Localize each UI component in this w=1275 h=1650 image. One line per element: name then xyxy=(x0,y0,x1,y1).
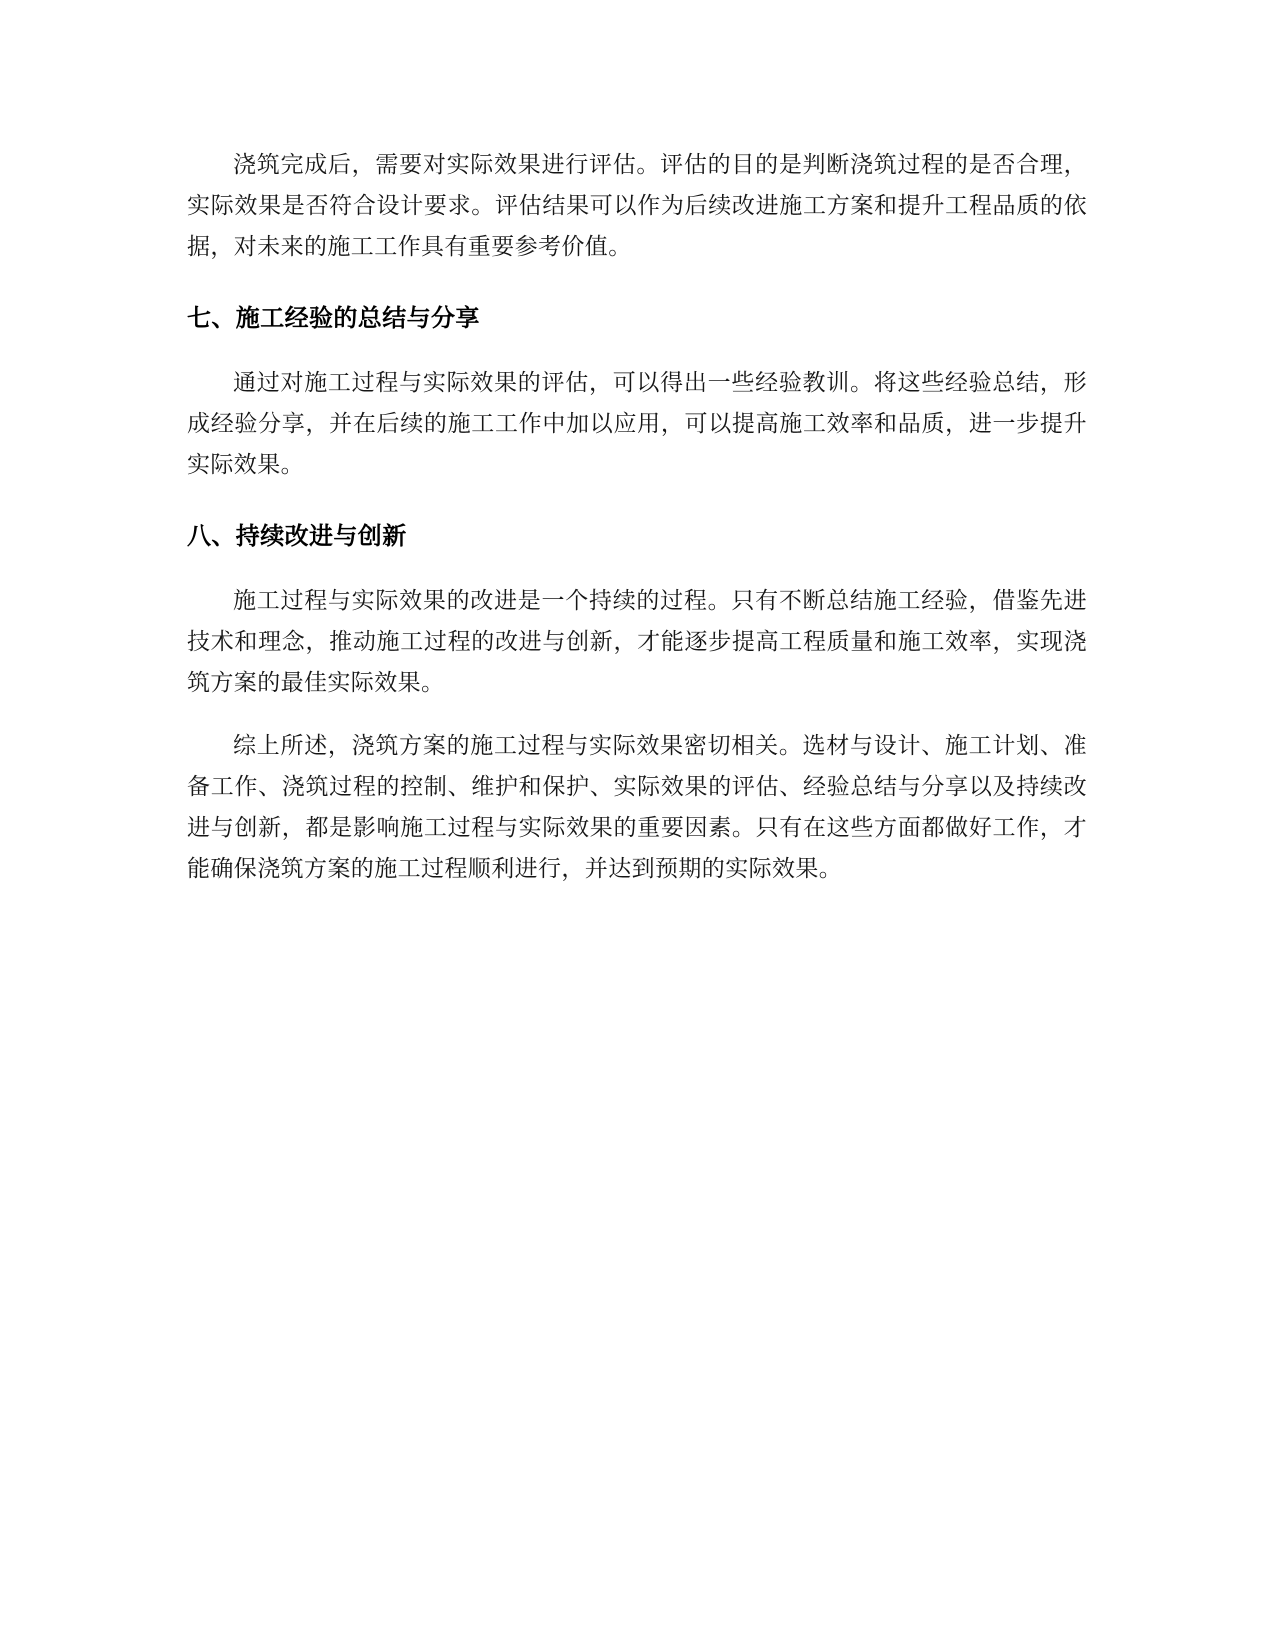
paragraph-continuous-improvement: 施工过程与实际效果的改进是一个持续的过程。只有不断总结施工经验，借鉴先进技术和理念，推动施工过程的改进与创新，才能逐步提高工程质量和施工效率，实现浇筑方案的最佳实际效果。 xyxy=(187,588,1087,696)
section-heading-8: 八、持续改进与创新 xyxy=(187,522,407,550)
section-heading-7: 七、施工经验的总结与分享 xyxy=(187,304,480,332)
paragraph-conclusion: 综上所述，浇筑方案的施工过程与实际效果密切相关。选材与设计、施工计划、准备工作、浇筑过程的控制、维护和保护、实际效果的评估、经验总结与分享以及持续改进与创新，都是影响施工过程与实际效果的重要因素。只有在这些方面都做好工作，才能确保浇筑方案的施工过程顺利进行，并达到预期的实际效果。 xyxy=(187,733,1087,882)
document-body xyxy=(187,145,1087,890)
paragraph-evaluation: 浇筑完成后，需要对实际效果进行评估。评估的目的是判断浇筑过程的是否合理，实际效果是否符合设计要求。评估结果可以作为后续改进施工方案和提升工程品质的依据，对未来的施工工作具有重要参考价值。 xyxy=(187,152,1087,260)
paragraph-experience-sharing: 通过对施工过程与实际效果的评估，可以得出一些经验教训。将这些经验总结，形成经验分享，并在后续的施工工作中加以应用，可以提高施工效率和品质，进一步提升实际效果。 xyxy=(187,370,1087,478)
